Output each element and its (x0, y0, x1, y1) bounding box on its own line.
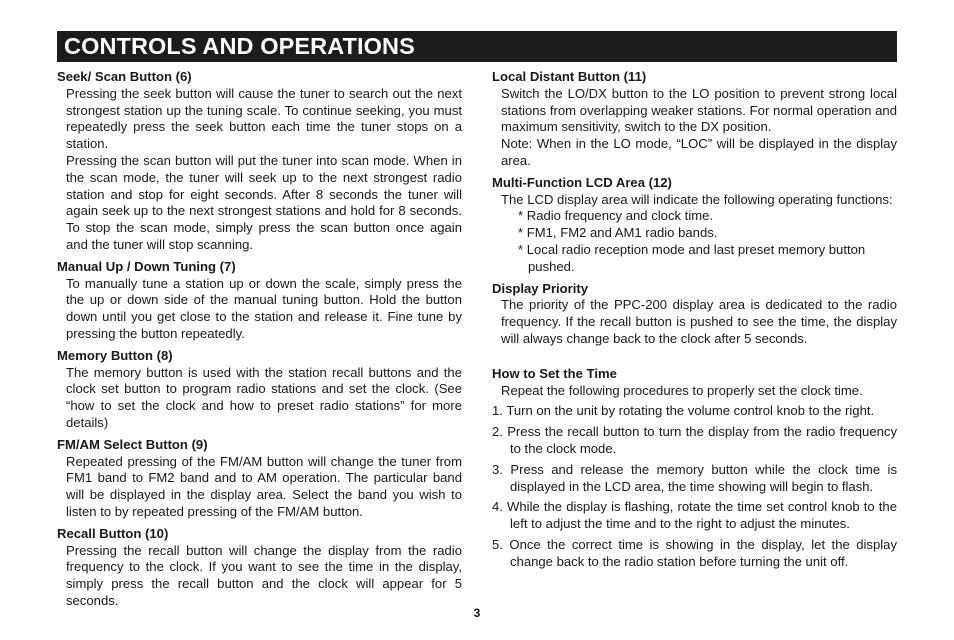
section-heading: Local Distant Button (11) (492, 69, 647, 84)
section-set-time (492, 366, 897, 571)
list-item: * FM1, FM2 and AM1 radio bands. (518, 225, 718, 241)
step-item: 4. While the display is flashing, rotate the time set control knob to the left to adjust the time and to the right to adjust the minutes. (492, 499, 897, 532)
section-heading: Multi-Function LCD Area (12) (492, 174, 672, 190)
section-seek-scan (57, 69, 462, 254)
section-heading: Recall Button (10) (57, 525, 169, 541)
page-title: CONTROLS AND OPERATIONS (57, 31, 897, 62)
section-heading: Memory Button (8) (57, 347, 173, 363)
section-recall-button (57, 526, 462, 610)
step-item: 1. Turn on the unit by rotating the volume control knob to the right. (492, 403, 875, 419)
section-heading: How to Set the Time (492, 365, 617, 381)
step-item: 5. Once the correct time is showing in the display, let the display change back to the radio station before turning the unit off. (492, 536, 897, 569)
step-item: 3. Press and release the memory button while the clock time is displayed in the LCD area, the time showing will begin to flash. (492, 461, 897, 494)
section-lcd-area (492, 175, 897, 276)
section-fm-am-select (57, 437, 462, 521)
section-manual-tuning (57, 259, 462, 343)
section-paragraph: The memory button is used with the station recall buttons and the clock set button to program radio stations and set the clock. (See “how to set the clock and how to preset radio stations” for more details) (66, 364, 462, 430)
left-column (57, 69, 462, 615)
section-heading: FM/AM Select Button (9) (57, 436, 208, 452)
section-display-priority (492, 281, 897, 348)
section-heading: Manual Up / Down Tuning (7) (57, 258, 236, 274)
section-local-distant (492, 69, 897, 170)
section-paragraph: To manually tune a station up or down the scale, simply press the the up or down side of the manual tuning button. Hold the button down until you get close to the station and release it. Fine tune by pressing the button repeatedly. (66, 275, 462, 341)
section-heading: Display Priority (492, 280, 589, 296)
section-paragraph: Repeated pressing of the FM/AM button will change the tuner from FM1 band to FM2 band and to AM operation. The particular band will be displayed in the display area. Select the band you wish to listen to by repeated pressing of the FM/AM button. (66, 453, 462, 519)
step-item: 2. Press the recall button to turn the display from the radio frequency to the clock mode. (492, 424, 897, 456)
section-intro: Repeat the following procedures to properly set the clock time. (501, 382, 863, 398)
function-list (492, 208, 897, 275)
section-paragraph: Switch the LO/DX button to the LO position to prevent strong local stations from overlapping weaker stations. For normal operation and maximum sensitivity, switch to the DX position. (501, 85, 897, 135)
section-paragraph: Pressing the scan button will put the tuner into scan mode. When in the scan mode, the tuner will seek up to the next strongest radio station and stop for eight seconds. After 8 seconds the tuner will again seek up to the next strongest stations and hold for 8 seconds. To stop the scan mode, simply press the scan button once again and the tuner will stop scanning. (66, 152, 462, 252)
list-item: * Radio frequency and clock time. (518, 208, 714, 224)
section-paragraph: Pressing the seek button will cause the tuner to search out the next strongest station up the tuning scale. To continue seeking, you must repeatedly press the seek button each time the tuner stops on a station. (66, 85, 462, 152)
list-item: * Local radio reception mode and last preset memory button pushed. (518, 241, 866, 274)
section-paragraph: The priority of the PPC-200 display area is dedicated to the radio frequency. If the recall button is pushed to see the time, the display will always change back to the clock after 5 seconds. (501, 297, 897, 346)
steps-list (492, 403, 897, 570)
section-memory-button (57, 348, 462, 432)
right-column (492, 69, 897, 576)
section-paragraph: The LCD display area will indicate the following operating functions: (501, 191, 893, 207)
section-note: Note: When in the LO mode, “LOC” will be displayed in the display area. (501, 136, 897, 168)
section-paragraph: Pressing the recall button will change the display from the radio frequency to the clock. If you want to see the time in the display, simply press the recall button and the clock will appear for 5 seconds. (66, 542, 462, 608)
page-number: 3 (473, 606, 481, 620)
section-heading: Seek/ Scan Button (6) (57, 69, 192, 84)
